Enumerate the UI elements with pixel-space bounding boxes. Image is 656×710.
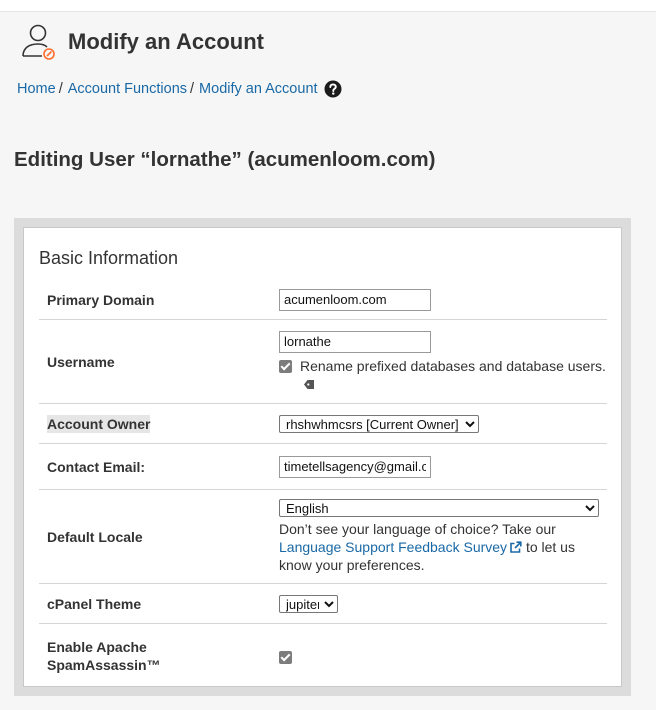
default-locale-field-wrap — [279, 499, 607, 574]
row-account-owner — [39, 404, 607, 444]
breadcrumb — [17, 80, 342, 98]
username-field-wrap — [279, 331, 607, 393]
row-primary-domain — [39, 280, 607, 320]
breadcrumb-home[interactable]: Home — [17, 81, 56, 97]
spamassassin-field-wrap — [239, 648, 607, 664]
cpanel-theme-field-wrap — [279, 595, 607, 613]
locale-help-text — [279, 520, 584, 574]
account-owner-field-wrap — [279, 415, 607, 433]
rename-databases-label-wrap — [300, 357, 607, 393]
rename-databases-label: Rename prefixed databases and database users. — [300, 357, 606, 374]
row-cpanel-theme — [39, 584, 607, 624]
user-icon — [18, 22, 60, 62]
spamassassin-checkbox[interactable] — [279, 651, 292, 664]
account-owner-label: Account Owner — [47, 415, 151, 432]
row-spamassassin — [39, 624, 607, 688]
account-owner-label-wrap — [39, 415, 279, 433]
default-locale-label: Default Locale — [47, 528, 143, 545]
locale-help-suffix: to let us know your preferences. — [279, 539, 575, 573]
locale-help-prefix: Don’t see your language of choice? Take our — [279, 521, 556, 537]
language-survey-link[interactable] — [279, 539, 522, 555]
tag-icon[interactable] — [303, 379, 315, 390]
username-input[interactable] — [279, 331, 431, 353]
breadcrumb-separator: / — [190, 81, 195, 97]
editing-user-title: Editing User “lornathe” (acumenloom.com) — [14, 148, 436, 171]
breadcrumb-account-functions[interactable]: Account Functions — [67, 81, 188, 97]
primary-domain-input[interactable] — [279, 289, 431, 311]
spamassassin-label: Enable Apache SpamAssassin™ — [47, 639, 161, 673]
rename-databases-checkbox[interactable] — [279, 360, 292, 373]
section-title: Basic Information — [39, 248, 179, 268]
top-bar — [0, 0, 656, 12]
help-icon[interactable] — [324, 80, 342, 98]
default-locale-select[interactable] — [279, 499, 599, 517]
language-survey-link-text: Language Support Feedback Survey — [279, 539, 508, 555]
breadcrumb-modify-account[interactable]: Modify an Account — [199, 81, 318, 97]
external-link-icon — [509, 541, 522, 554]
cpanel-theme-label: cPanel Theme — [47, 595, 142, 612]
primary-domain-field-wrap — [279, 289, 607, 311]
page-header — [18, 22, 264, 62]
form-rows — [39, 280, 607, 688]
basic-information-inner — [23, 227, 622, 687]
contact-email-input[interactable] — [279, 456, 431, 478]
cpanel-theme-select[interactable] — [279, 595, 338, 613]
rename-databases-option — [279, 357, 607, 393]
username-label: Username — [47, 353, 115, 370]
row-username — [39, 320, 607, 404]
row-default-locale — [39, 490, 607, 584]
contact-email-field-wrap — [279, 456, 607, 478]
contact-email-label: Contact Email: — [47, 458, 146, 475]
primary-domain-label: Primary Domain — [47, 291, 155, 308]
account-owner-select[interactable] — [279, 415, 479, 433]
basic-information-panel — [14, 218, 631, 696]
page-title: Modify an Account — [68, 29, 264, 54]
breadcrumb-separator: / — [58, 81, 63, 97]
row-contact-email — [39, 444, 607, 490]
